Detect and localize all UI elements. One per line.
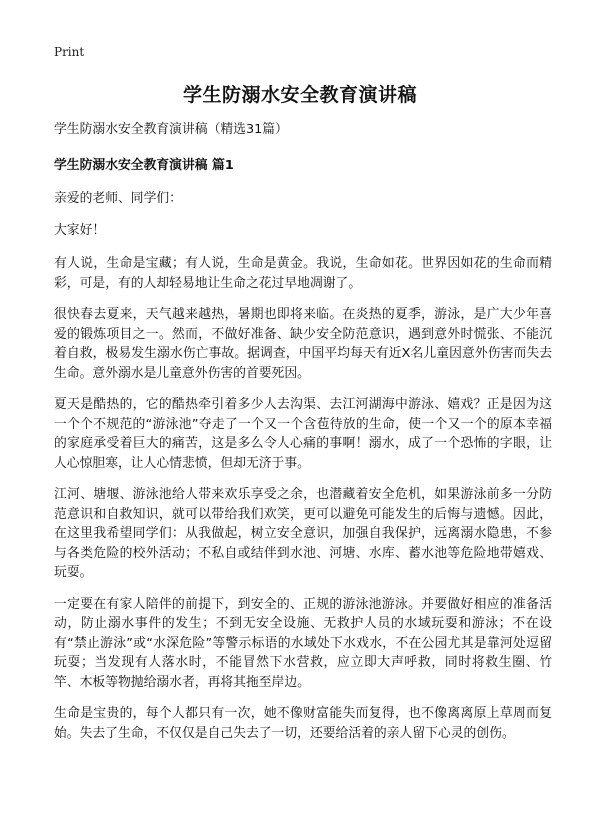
body-paragraph: 江河、塘堰、游泳池给人带来欢乐享受之余，也潜藏着安全危机，如果游泳前多一分防范意识和自救知识，就可以带给我们欢笑，更可以避免可能发生的后悔与遗憾。因此，在这里我希望同学们：从我做起，树立安全意识，加强自我保护，远离溺水隐患，不参与各类危险的校外活动；不私自或结伴到水池、河塘、水库、蓄水池等危险地带嬉戏、玩耍。 [54, 487, 552, 580]
document-body [54, 120, 552, 755]
body-paragraph: 一定要在有家人陪伴的前提下，到安全的、正规的游泳池游泳。并要做好相应的准备活动，防止溺水事件的发生；不到无安全设施、无救护人员的水域玩耍和游泳；不在设有“禁止游泳”或“水深危险”等警示标语的水域处下水戏水，不在公园尤其是靠河处逗留玩耍；当发现有人落水时，不能冒然下水营救，应立即大声呼救，同时将救生圈、竹竿、木板等物抛给溺水者，再将其拖至岸边。 [54, 596, 552, 690]
document-subtitle: 学生防溺水安全教育演讲稿（精选31篇） [54, 122, 288, 137]
document-title: 学生防溺水安全教育演讲稿 [182, 84, 417, 106]
body-paragraph: 生命是宝贵的，每个人都只有一次，她不像财富能失而复得，也不像离离原上草周而复始。失去了生命，不仅仅是自己失去了一切，还要给活着的亲人留下心灵的创伤。 [54, 706, 552, 741]
body-paragraph: 有人说，生命是宝藏；有人说，生命是黄金。我说，生命如花。世界因如花的生命而精彩，可是，有的人却轻易地让生命之花过早地凋谢了。 [54, 256, 552, 291]
print-label: Print [54, 45, 85, 59]
body-paragraph: 夏天是酷热的，它的酷热牵引着多少人去沟渠、去江河湖海中游泳、嬉戏？正是因为这一个个不规范的“游泳池”夺走了一个又一个含苞待放的生命，使一个又一个的原本幸福的家庭承受着巨大的痛苦，这是多么令人心痛的事啊！溺水，成了一个恐怖的字眼，让人心惊胆寒，让人心情悲愤，但却无济于事。 [54, 397, 552, 471]
greeting: 大家好！ [54, 222, 106, 238]
body-paragraph: 很快春去夏来，天气越来越热，暑期也即将来临。在炎热的夏季，游泳，是广大少年喜爱的锻炼项目之一。然而，不做好准备、缺少安全防范意识，遇到意外时慌张、不能沉着自救，极易发生溺水伤亡事故。据调查，中国平均每天有近X名儿童因意外伤害而失去生命。意外溺水是儿童意外伤害的首要死因。 [54, 307, 552, 381]
section-heading: 学生防溺水安全教育演讲稿 篇1 [54, 157, 234, 173]
salutation: 亲爱的老师、同学们： [54, 191, 182, 206]
